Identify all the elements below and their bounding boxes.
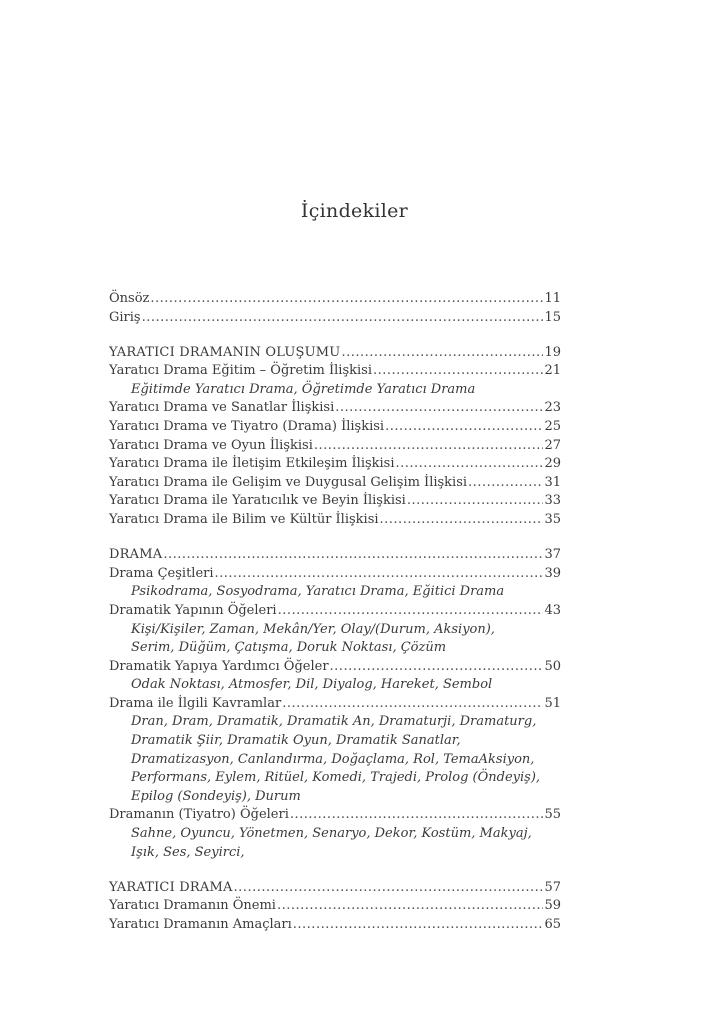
toc-page-number: 35 (544, 512, 561, 528)
dot-leader (150, 290, 543, 309)
toc-subtopics: Eğitimde Yaratıcı Drama, Öğretimde Yaratıcı Drama (131, 381, 476, 397)
toc-page-number: 31 (544, 474, 561, 490)
dot-leader (278, 602, 544, 621)
toc-subtopics: Odak Noktası, Atmosfer, Dil, Diyalog, Hareket, Sembol (131, 677, 493, 693)
toc-entry-label: Yaratıcı Drama Eğitim – Öğretim İlişkisi (109, 363, 372, 379)
dot-leader (163, 546, 543, 565)
dot-leader (396, 455, 544, 474)
dot-leader (385, 418, 543, 437)
toc-page-number: 43 (544, 602, 561, 618)
toc-page-number: 51 (544, 695, 561, 711)
toc-section-heading (109, 344, 561, 363)
toc-subtopics: Psikodrama, Sosyodrama, Yaratıcı Drama, Eğitici Drama (131, 584, 505, 600)
toc-entry (109, 658, 561, 677)
toc-entry (109, 511, 561, 530)
toc-entry (109, 474, 561, 493)
toc-entry-label: Yaratıcı Drama ve Tiyatro (Drama) İlişkisi (109, 419, 385, 435)
toc-entry-label: DRAMA (109, 547, 163, 563)
toc-entry (109, 897, 561, 916)
dot-leader (468, 474, 543, 493)
toc-entry-label: Önsöz (109, 291, 150, 306)
toc-entry (109, 455, 561, 474)
toc-entry (109, 806, 561, 825)
toc-entry (109, 418, 561, 437)
toc-entry-label: Yaratıcı Drama ile Bilim ve Kültür İlişkisi (109, 512, 379, 528)
toc-section-heading (109, 879, 561, 898)
dot-leader (290, 806, 544, 825)
toc-page-number: 19 (544, 344, 561, 360)
toc-entry (109, 399, 561, 418)
toc-entry-label: Dramatik Yapıya Yardımcı Öğeler (109, 658, 329, 674)
dot-leader (380, 511, 544, 530)
toc-subtopics: Dramatizasyon, Canlandırma, Doğaçlama, Rol, TemaAksiyon, (131, 751, 535, 767)
toc-entry (109, 290, 561, 309)
toc-section-heading (109, 546, 561, 565)
toc-entry-label: Yaratıcı Dramanın Amaçları (109, 916, 292, 932)
toc-entry (109, 492, 561, 511)
toc-page-number: 57 (544, 879, 561, 895)
toc-page-number: 25 (544, 419, 561, 435)
dot-leader (215, 565, 544, 584)
toc-page-number: 15 (544, 309, 561, 325)
page-title: İçindekiler (300, 200, 409, 222)
toc-page-number: 29 (544, 456, 561, 472)
toc-entry-label: YARATICI DRAMA (109, 879, 233, 895)
toc-subtopics: Dramatik Şiir, Dramatik Oyun, Dramatik Sanatlar, (131, 733, 461, 749)
dot-leader (330, 658, 544, 677)
dot-leader (335, 399, 543, 418)
toc-page-number: 59 (544, 898, 561, 914)
dot-leader (282, 695, 543, 714)
dot-leader (314, 437, 544, 456)
toc-entry (109, 602, 561, 621)
toc-entry-label: Yaratıcı Drama ile Gelişim ve Duygusal Gelişim İlişkisi (109, 474, 468, 490)
toc-entry-label: Dramatik Yapının Öğeleri (109, 602, 277, 618)
toc-entry (109, 916, 561, 935)
toc-page-number: 27 (544, 437, 561, 453)
toc-subtopics: Sahne, Oyuncu, Yönetmen, Senaryo, Dekor, Kostüm, Makyaj, (131, 826, 532, 842)
toc-entry-label: Yaratıcı Drama ve Oyun İlişkisi (109, 437, 313, 453)
toc-entry (109, 437, 561, 456)
section-spacer (109, 862, 561, 879)
toc-entry-label: Drama ile İlgili Kavramlar (109, 695, 282, 711)
toc-subtopics: Serim, Düğüm, Çatışma, Doruk Noktası, Çözüm (131, 640, 447, 656)
toc-page-number: 11 (544, 291, 561, 306)
dot-leader (142, 309, 544, 328)
dot-leader (341, 344, 543, 363)
toc-entry (109, 695, 561, 714)
toc-entry-label: Giriş (109, 309, 141, 325)
dot-leader (373, 362, 543, 381)
toc-page-number: 21 (544, 363, 561, 379)
toc-page-number: 65 (544, 916, 561, 932)
toc-entry-label: Dramanın (Tiyatro) Öğeleri (109, 807, 289, 823)
toc-entry-label: Yaratıcı Drama ve Sanatlar İlişkisi (109, 400, 335, 416)
dot-leader (277, 897, 544, 916)
dot-leader (234, 879, 544, 898)
toc-page-number: 39 (544, 565, 561, 581)
toc-entry-label: Yaratıcı Dramanın Önemi (109, 898, 276, 914)
toc-page-number: 23 (544, 400, 561, 416)
section-spacer (109, 530, 561, 547)
toc-page-number: 55 (544, 807, 561, 823)
toc-subtopics: Işık, Ses, Seyirci, (131, 844, 245, 860)
toc-entry (109, 565, 561, 584)
toc-entry (109, 309, 561, 328)
toc-entry-label: Yaratıcı Drama ile İletişim Etkileşim İlişkisi (109, 456, 395, 472)
dot-leader (293, 916, 544, 935)
table-of-contents (109, 290, 561, 935)
toc-page-number: 37 (544, 547, 561, 563)
toc-entry-label: Yaratıcı Drama ile Yaratıcılık ve Beyin İlişkisi (109, 493, 406, 509)
toc-subtopics: Dran, Dram, Dramatik, Dramatik An, Dramaturji, Dramaturg, (131, 714, 537, 730)
dot-leader (407, 492, 544, 511)
toc-subtopics: Performans, Eylem, Ritüel, Komedi, Trajedi, Prolog (Öndeyiş), (131, 770, 541, 786)
section-spacer (109, 327, 561, 344)
toc-page-number: 33 (544, 493, 561, 509)
toc-page-number: 50 (544, 658, 561, 674)
toc-entry (109, 362, 561, 381)
toc-entry-label: Drama Çeşitleri (109, 565, 214, 581)
toc-subtopics: Kişi/Kişiler, Zaman, Mekân/Yer, Olay/(Durum, Aksiyon), (131, 621, 495, 637)
toc-entry-label: YARATICI DRAMANIN OLUŞUMU (109, 344, 341, 360)
toc-subtopics: Epilog (Sondeyiş), Durum (131, 788, 301, 804)
